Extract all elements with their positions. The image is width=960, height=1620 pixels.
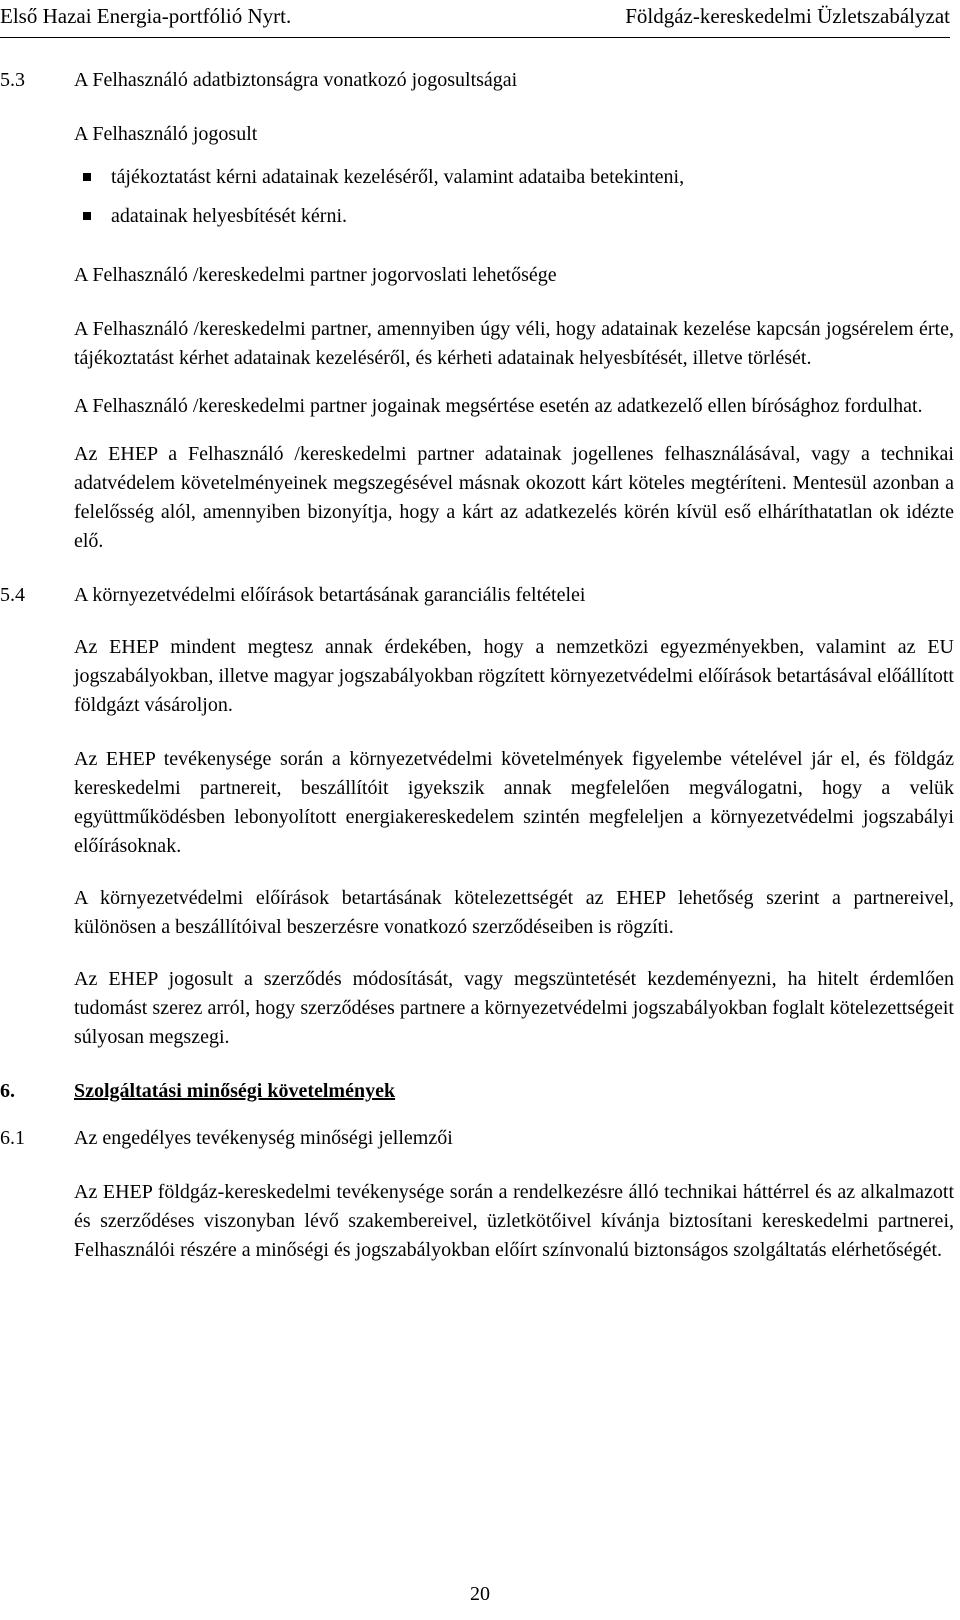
bullet-list [83, 163, 956, 231]
subheading: A Felhasználó /kereskedelmi partner jogorvoslati lehetősége [74, 264, 557, 286]
section-number: 6. [0, 1080, 15, 1102]
paragraph: Az EHEP a Felhasználó /kereskedelmi partner adatainak jogellenes felhasználásával, vagy a technikai adatvédelem követelményeinek megszegésével másnak okozott kárt köteles megtéríteni. Mentesül azonban a felelősség alól, amennyiben bizonyítja, hogy a kárt az adatkezelés körén kívül eső elháríthatatlan ok idézte elő. [74, 443, 954, 552]
list-item: adatainak helyesbítését kérni. [83, 202, 956, 231]
section-5-4-heading [0, 581, 956, 610]
paragraph: Az EHEP mindent megtesz annak érdekében, hogy a nemzetközi egyezményekben, valamint az EU jogszabályokban, illetve magyar jogszabályokban rögzített környezetvédelmi előírások betartásával előállított földgázt vásároljon. [74, 636, 954, 716]
header-company: Első Hazai Energia-portfólió Nyrt. [0, 4, 292, 28]
section-6-1-heading [0, 1124, 956, 1153]
header-divider [0, 37, 950, 38]
section-title: Szolgáltatási minőségi követelmények [74, 1080, 396, 1102]
paragraph: A Felhasználó /kereskedelmi partner jogainak megsértése esetén az adatkezelő ellen bírósághoz fordulhat. [74, 395, 923, 417]
section-title: A környezetvédelmi előírások betartásának garanciális feltételei [74, 584, 586, 606]
header-document-title: Földgáz-kereskedelmi Üzletszabályzat [625, 4, 950, 28]
paragraph: A Felhasználó jogosult [74, 123, 258, 145]
section-title: Az engedélyes tevékenység minőségi jellemzői [74, 1127, 453, 1149]
section-number: 5.4 [0, 584, 25, 606]
section-5-3-heading [0, 66, 956, 95]
paragraph: A környezetvédelmi előírások betartásának kötelezettségét az EHEP lehetőség szerint a partnereivel, különösen a beszállítóival beszerzésre vonatkozó szerződéseiben is rögzíti. [74, 887, 954, 938]
section-number: 5.3 [0, 69, 25, 91]
paragraph: A Felhasználó /kereskedelmi partner, amennyiben úgy véli, hogy adatainak kezelése kapcsán jogsérelem érte, tájékoztatást kérhet adatainak kezeléséről, és kérheti adatainak helyesbítését, illetve törlését. [74, 318, 954, 369]
section-title: A Felhasználó adatbiztonságra vonatkozó jogosultságai [74, 69, 518, 91]
paragraph: Az EHEP földgáz-kereskedelmi tevékenysége során a rendelkezésre álló technikai háttérrel és az alkalmazott és szerződéses viszonyban lévő szakembereivel, üzletkötőivel kívánja biztosítani kereskedelmi partnerei, Felhasználói részére a minőségi és jogszabályokban előírt színvonalú biztonságos szolgáltatás elérhetőségét. [74, 1181, 954, 1261]
page-content [0, 66, 956, 1265]
section-6-heading [0, 1077, 956, 1106]
page-number: 20 [470, 1583, 490, 1605]
section-number: 6.1 [0, 1127, 25, 1149]
paragraph: Az EHEP tevékenysége során a környezetvédelmi követelmények figyelembe vételével jár el, és földgáz kereskedelmi partnereit, beszállítóit igyekszik annak megfelelően megválogatni, hogy a velük együttműködésben lebonyolított energiakereskedelem szintén megfeleljen a környezetvédelmi jogszabályi előírásoknak. [74, 748, 954, 857]
paragraph: Az EHEP jogosult a szerződés módosítását, vagy megszüntetését kezdeményezni, ha hitelt érdemlően tudomást szerez arról, hogy szerződéses partnere a környezetvédelmi jogszabályokban foglalt kötelezettségeit súlyosan megszegi. [74, 968, 954, 1048]
list-item: tájékoztatást kérni adatainak kezeléséről, valamint adataiba betekinteni, [83, 163, 956, 192]
